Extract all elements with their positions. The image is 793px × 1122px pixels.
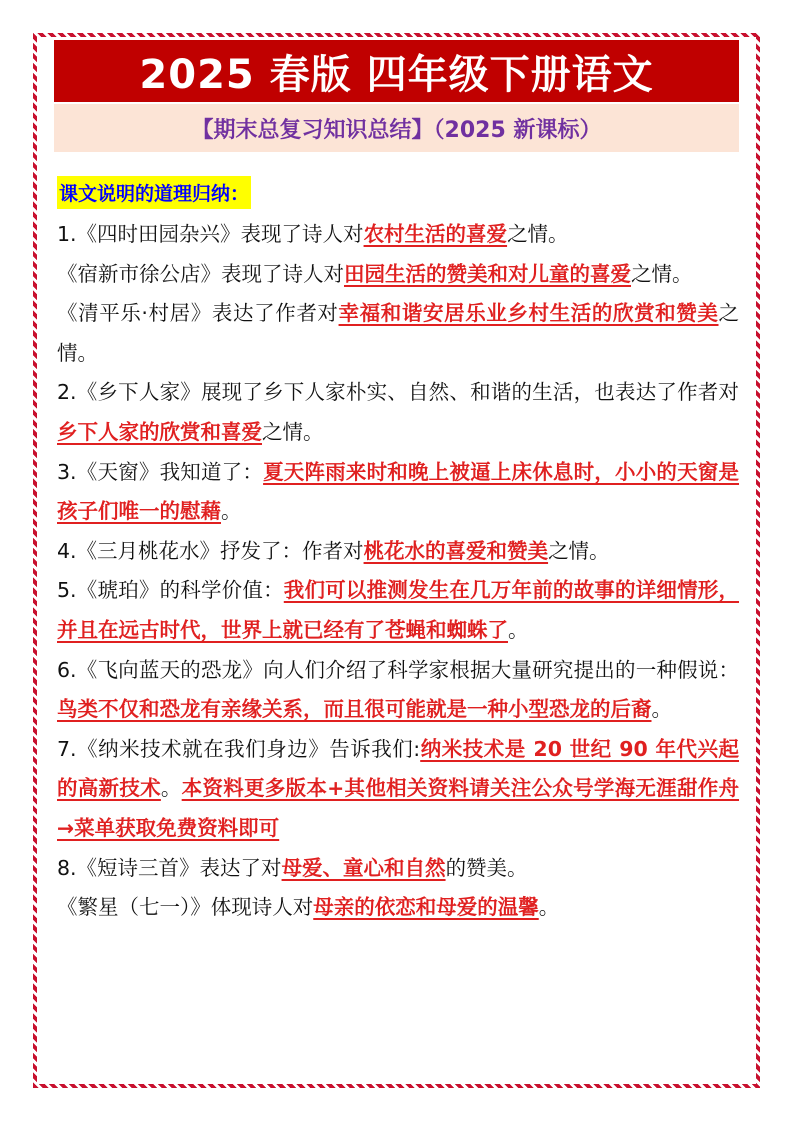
promo-note: 本资料更多版本+其他相关资料请关注公众号学海无涯甜作舟→菜单获取免费资料即可 <box>57 776 740 840</box>
key-phrase: 田园生活的赞美和对儿童的喜爱 <box>344 261 631 286</box>
key-phrase: 桃花水的喜爱和赞美 <box>363 538 549 563</box>
summary-item: 8.《短诗三首》表达了对母爱、童心和自然的赞美。 <box>57 855 528 880</box>
key-phrase: 母亲的依恋和母爱的温馨 <box>313 895 539 920</box>
summary-item: 《清平乐·村居》表达了作者对幸福和谐安居乐业乡村生活的欣赏和赞美之情。 <box>57 301 740 365</box>
key-phrase: 农村生活的喜爱 <box>363 222 508 246</box>
key-phrase: 夏天阵雨来时和晚上被逼上床休息时，小小的天窗是孩子们唯一的慰藉 <box>57 459 740 524</box>
summary-item: 7.《纳米技术就在我们身边》告诉我们:纳米技术是 20 世纪 90 年代兴起的高新技术。本资料更多版本+其他相关资料请关注公众号学海无涯甜作舟→菜单获取免费资料即可 <box>57 736 740 840</box>
key-phrase: 鸟类不仅和恐龙有亲缘关系，而且很可能就是一种小型恐龙的后裔 <box>57 697 652 722</box>
content-area <box>57 176 739 928</box>
key-phrase: 纳米技术是 20 世纪 90 年代兴起的高新技术 <box>57 736 740 801</box>
summary-item: 4.《三月桃花水》抒发了：作者对桃花水的喜爱和赞美之情。 <box>57 538 610 563</box>
key-phrase: 母爱、童心和自然 <box>281 855 446 880</box>
key-phrase: 幸福和谐安居乐业乡村生活的欣赏和赞美 <box>338 301 719 326</box>
summary-item: 6.《飞向蓝天的恐龙》向人们介绍了科学家根据大量研究提出的一种假说：鸟类不仅和恐龙有亲缘关系，而且很可能就是一种小型恐龙的后裔。 <box>57 657 739 722</box>
summary-item: 2.《乡下人家》展现了乡下人家朴实、自然、和谐的生活，也表达了作者对乡下人家的欣赏和喜爱之情。 <box>57 380 739 444</box>
summary-item: 《宿新市徐公店》表现了诗人对田园生活的赞美和对儿童的喜爱之情。 <box>57 261 693 286</box>
key-phrase: 乡下人家的欣赏和喜爱 <box>57 419 262 444</box>
section-heading: 课文说明的道理归纳： <box>57 176 251 209</box>
summary-item: 《繁星（七一）》体现诗人对母亲的依恋和母爱的温馨。 <box>57 895 560 920</box>
page-title: 2025 春版 四年级下册语文 <box>54 40 739 102</box>
summary-item: 3.《天窗》我知道了：夏天阵雨来时和晚上被逼上床休息时，小小的天窗是孩子们唯一的慰藉。 <box>57 459 740 524</box>
key-phrase: 我们可以推测发生在几万年前的故事的详细情形，并且在远古时代，世界上就已经有了苍蝇和蜘蛛了 <box>57 578 740 642</box>
summary-item: 1.《四时田园杂兴》表现了诗人对农村生活的喜爱之情。 <box>57 222 569 246</box>
summary-item: 5.《琥珀》的科学价值：我们可以推测发生在几万年前的故事的详细情形，并且在远古时代，世界上就已经有了苍蝇和蜘蛛了。 <box>57 578 740 642</box>
page-subtitle: 【期末总复习知识总结】（2025 新课标） <box>54 104 739 152</box>
